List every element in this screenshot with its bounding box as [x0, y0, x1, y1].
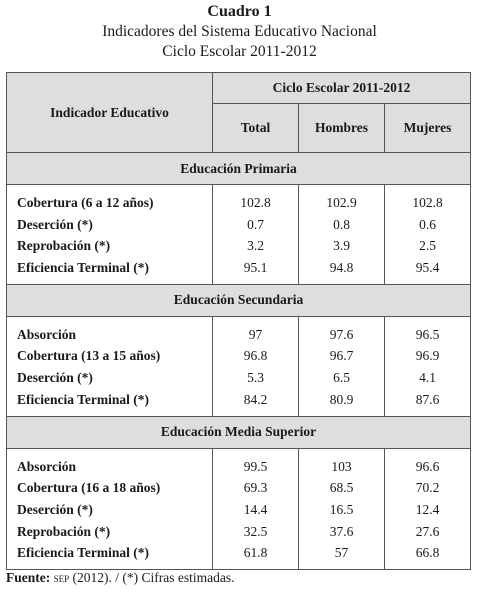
total-value-cell [213, 448, 299, 569]
total-value: 14.4 [243, 501, 268, 517]
women-value: 66.8 [415, 545, 440, 561]
source-org: sep [53, 570, 70, 585]
table-body [7, 153, 471, 570]
source-note [6, 570, 234, 586]
source-label: Fuente: [6, 570, 51, 585]
men-value: 57 [334, 545, 349, 561]
indicator-label: Deserción (*) [17, 216, 93, 232]
total-value-cell [213, 316, 299, 416]
source-text: (2012). / (*) Cifras estimadas. [69, 570, 235, 585]
women-value-cell [385, 185, 471, 285]
men-value: 97.6 [329, 326, 354, 342]
total-value: 3.2 [247, 238, 264, 254]
section-row [7, 153, 471, 185]
cycle-header: Ciclo Escolar 2011-2012 [213, 73, 471, 104]
header-row [7, 73, 471, 104]
men-value: 102.9 [326, 195, 357, 210]
table-caption [0, 0, 479, 62]
men-value: 3.9 [333, 238, 350, 254]
indicator-label-cell [7, 185, 213, 285]
women-value: 4.1 [419, 370, 436, 386]
women-value: 70.2 [415, 480, 440, 496]
indicator-label-cell [7, 448, 213, 569]
men-value: 16.5 [329, 501, 354, 517]
men-value: 37.6 [329, 523, 354, 539]
total-value: 5.3 [247, 370, 264, 386]
women-value: 96.9 [415, 348, 440, 364]
section-data-group [7, 185, 471, 285]
men-value-cell [299, 316, 385, 416]
men-value: 68.5 [329, 480, 354, 496]
men-value: 80.9 [329, 391, 354, 407]
section-title: Educación Primaria [7, 153, 471, 185]
women-value: 12.4 [415, 501, 440, 517]
total-value: 84.2 [243, 391, 268, 407]
indicator-label: Eficiencia Terminal (*) [17, 260, 149, 276]
table-cycle-subtitle: Ciclo Escolar 2011-2012 [162, 43, 317, 60]
men-value-cell [299, 448, 385, 569]
total-value: 102.8 [240, 195, 271, 210]
table-title: Cuadro 1 [207, 3, 272, 20]
indicator-label-cell [7, 316, 213, 416]
men-header: Hombres [299, 104, 385, 153]
men-value: 96.7 [329, 348, 354, 364]
section-row [7, 284, 471, 316]
total-value: 32.5 [243, 523, 268, 539]
total-value: 69.3 [243, 480, 268, 496]
indicator-label: Deserción (*) [17, 370, 93, 386]
indicator-label: Reprobación (*) [17, 523, 111, 539]
section-title: Educación Secundaria [7, 284, 471, 316]
women-value-cell [385, 448, 471, 569]
total-value: 61.8 [243, 545, 268, 561]
total-value: 96.8 [243, 348, 268, 364]
indicator-label: Absorción [17, 458, 77, 474]
section-data-group [7, 448, 471, 569]
women-value: 96.6 [415, 458, 440, 474]
section-data-group [7, 316, 471, 416]
indicator-label: Cobertura (6 a 12 años) [17, 195, 154, 210]
total-value-cell [213, 185, 299, 285]
indicator-label: Cobertura (13 a 15 años) [17, 348, 161, 364]
section-row [7, 416, 471, 448]
men-value: 103 [331, 458, 352, 474]
total-value: 99.5 [243, 458, 268, 474]
men-value: 94.8 [329, 260, 354, 276]
total-header: Total [213, 104, 299, 153]
indicators-table [6, 72, 471, 570]
indicator-header: Indicador Educativo [7, 73, 213, 153]
women-value: 102.8 [412, 195, 443, 210]
women-value: 0.6 [419, 216, 436, 232]
total-value: 0.7 [247, 216, 264, 232]
total-value: 95.1 [243, 260, 268, 276]
women-value-cell [385, 316, 471, 416]
section-title: Educación Media Superior [7, 416, 471, 448]
indicator-label: Cobertura (16 a 18 años) [17, 480, 161, 496]
women-value: 87.6 [415, 391, 440, 407]
indicator-label: Absorción [17, 326, 77, 342]
women-value: 2.5 [419, 238, 436, 254]
women-value: 96.5 [415, 326, 440, 342]
indicator-label: Reprobación (*) [17, 238, 111, 254]
women-value: 95.4 [415, 260, 440, 276]
women-value: 27.6 [415, 523, 440, 539]
men-value-cell [299, 185, 385, 285]
men-value: 6.5 [333, 370, 350, 386]
women-header: Mujeres [385, 104, 471, 153]
indicator-label: Eficiencia Terminal (*) [17, 545, 149, 561]
table-subtitle: Indicadores del Sistema Educativo Nacional [102, 23, 377, 40]
indicator-label: Deserción (*) [17, 501, 93, 517]
total-value: 97 [248, 326, 263, 342]
indicator-label: Eficiencia Terminal (*) [17, 391, 149, 407]
men-value: 0.8 [333, 216, 350, 232]
